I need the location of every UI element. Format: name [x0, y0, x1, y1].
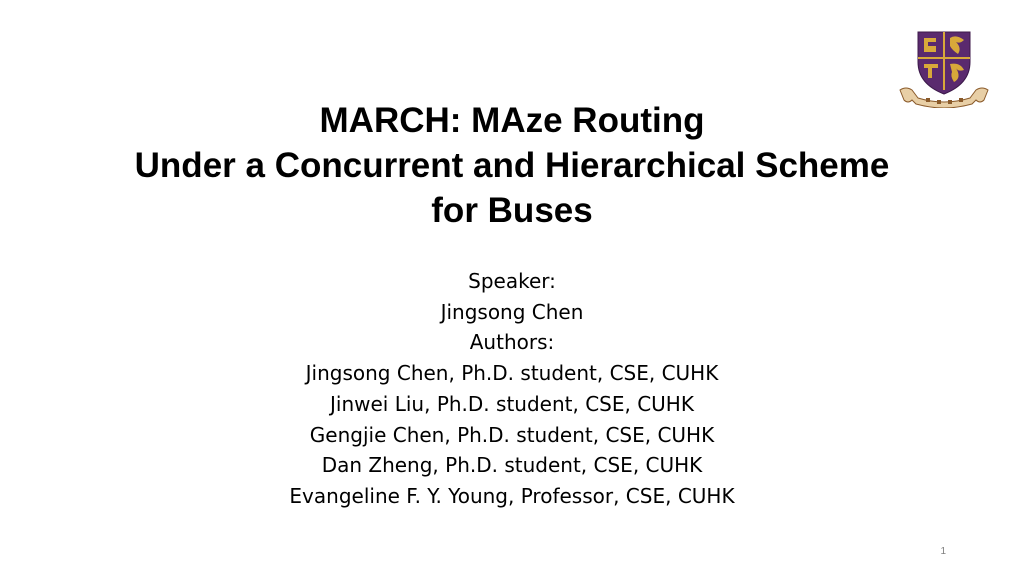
author-item: Jinwei Liu, Ph.D. student, CSE, CUHK [330, 391, 694, 416]
author-item: Dan Zheng, Ph.D. student, CSE, CUHK [321, 453, 703, 478]
presenter-info [0, 266, 1024, 512]
author-item: Jingsong Chen, Ph.D. student, CSE, CUHK [305, 361, 719, 386]
authors-label: Authors: [469, 330, 555, 355]
title-line-3: for Buses [431, 191, 593, 230]
author-item: Evangeline F. Y. Young, Professor, CSE, CUHK [289, 483, 735, 508]
author-item: Gengjie Chen, Ph.D. student, CSE, CUHK [309, 422, 715, 447]
title-line-2: Under a Concurrent and Hierarchical Scheme [134, 146, 890, 185]
title-line-1: MARCH: MAze Routing [319, 101, 705, 140]
speaker-label: Speaker: [468, 269, 556, 293]
university-crest-logo [896, 28, 992, 108]
slide-title [0, 98, 1024, 233]
speaker-name: Jingsong Chen [440, 299, 584, 324]
page-number: 1 [940, 546, 946, 557]
